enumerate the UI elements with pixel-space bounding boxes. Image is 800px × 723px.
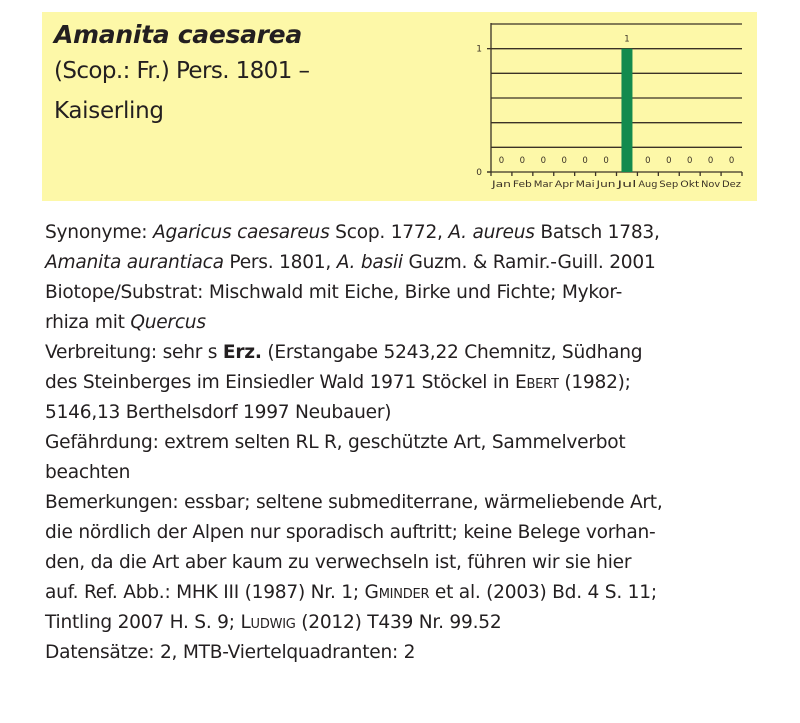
data-label: 0 <box>603 156 609 166</box>
region-abbrev: Erz. <box>222 342 262 363</box>
monthly-records-chart <box>0 0 800 210</box>
data-label: 0 <box>686 156 693 166</box>
synonyme-label: Synonyme: <box>45 222 153 243</box>
species-title: Amanita caesarea <box>54 20 302 49</box>
datensaetze-line: Datensätze: 2, MTB-Viertelquadranten: 2 <box>45 642 416 663</box>
data-label: 0 <box>582 156 588 166</box>
verbreitung-text: (Erstangabe 5243,22 Chemnitz, Südhang <box>261 342 643 363</box>
biotope-line-1: Biotope/Substrat: Mischwald mit Eiche, Birke und Fichte; Mykor- <box>45 282 623 303</box>
biotope-line-2 <box>45 308 785 338</box>
synonym: A. aureus <box>448 222 535 243</box>
data-label: 1 <box>624 34 630 45</box>
x-tick-label: Aug <box>638 180 658 190</box>
data-label: 0 <box>561 156 567 166</box>
verbreitung-line-2 <box>45 368 785 398</box>
x-tick-label: Sep <box>659 180 679 190</box>
verbreitung-text: des Steinberges im Einsiedler Wald 1971 Stöckel in <box>45 372 515 393</box>
synonyme-line-2 <box>45 248 785 278</box>
data-label: 0 <box>666 156 672 166</box>
gefaehrdung-line-2: beachten <box>45 462 131 483</box>
data-label: 0 <box>540 156 547 166</box>
bemerkungen-text: (2012) T439 Nr. 99.52 <box>295 612 502 633</box>
bar-jul <box>621 49 632 172</box>
species-description <box>45 218 785 668</box>
x-tick-label: Mar <box>533 180 554 190</box>
data-label: 0 <box>519 156 526 166</box>
verbreitung-text: (1982); <box>558 372 631 393</box>
vernacular-name: Kaiserling <box>54 98 164 124</box>
x-tick-label: Dez <box>722 180 742 190</box>
x-tick-label: Nov <box>701 180 721 190</box>
x-tick-label: Jan <box>490 180 511 190</box>
y-tick-label: 1 <box>476 44 482 55</box>
bemerkungen-line-3: den, da die Art aber kaum zu verwechseln ist, führen wir sie hier <box>45 552 632 573</box>
x-tick-label: Feb <box>512 180 532 190</box>
synonym-authority: Scop. 1772, <box>329 222 449 243</box>
bemerkungen-text: auf. Ref. Abb.: MHK III (1987) Nr. 1; <box>45 582 365 603</box>
gefaehrdung-line-1: Gefährdung: extrem selten RL R, geschützte Art, Sammelverbot <box>45 432 626 453</box>
bemerkungen-text: et al. (2003) Bd. 4 S. 11; <box>429 582 657 603</box>
reference-author: Ludwig <box>240 612 296 633</box>
x-tick-label: Mai <box>575 180 595 190</box>
data-label: 0 <box>728 156 735 166</box>
synonym-authority: Batsch 1783, <box>534 222 660 243</box>
synonyme-line-1 <box>45 218 785 248</box>
verbreitung-line-3: 5146,13 Berthelsdorf 1997 Neubauer) <box>45 402 392 423</box>
synonym: Agaricus caesareus <box>152 222 330 243</box>
data-label: 0 <box>707 156 714 166</box>
verbreitung-label: Verbreitung: sehr s <box>45 342 223 363</box>
reference-author: Ebert <box>515 372 559 393</box>
x-tick-label: Apr <box>554 180 575 190</box>
bemerkungen-line-5 <box>45 608 785 638</box>
verbreitung-line-1 <box>45 338 785 368</box>
x-tick-label: Jul <box>615 180 637 190</box>
synonym: Amanita aurantiaca <box>45 252 224 273</box>
reference-author: Gminder <box>364 582 430 603</box>
species-author: (Scop.: Fr.) Pers. 1801 – <box>54 58 310 84</box>
data-label: 0 <box>645 156 651 166</box>
y-tick-label: 0 <box>476 168 482 178</box>
bemerkungen-line-4 <box>45 578 785 608</box>
synonym: A. basii <box>336 252 403 273</box>
bemerkungen-line-2: die nördlich der Alpen nur sporadisch auftritt; keine Belege vorhan- <box>45 522 656 543</box>
biotope-text: rhiza mit <box>45 312 131 333</box>
x-tick-label: Jun <box>595 180 616 190</box>
host-genus: Quercus <box>130 312 206 333</box>
synonym-authority: Pers. 1801, <box>223 252 337 273</box>
bemerkungen-line-1: Bemerkungen: essbar; seltene submediterrane, wärmeliebende Art, <box>45 492 663 513</box>
x-tick-label: Okt <box>680 180 700 190</box>
bemerkungen-text: Tintling 2007 H. S. 9; <box>45 612 241 633</box>
data-label: 0 <box>498 156 505 166</box>
synonym-authority: Guzm. & Ramir.-Guill. 2001 <box>402 252 656 273</box>
